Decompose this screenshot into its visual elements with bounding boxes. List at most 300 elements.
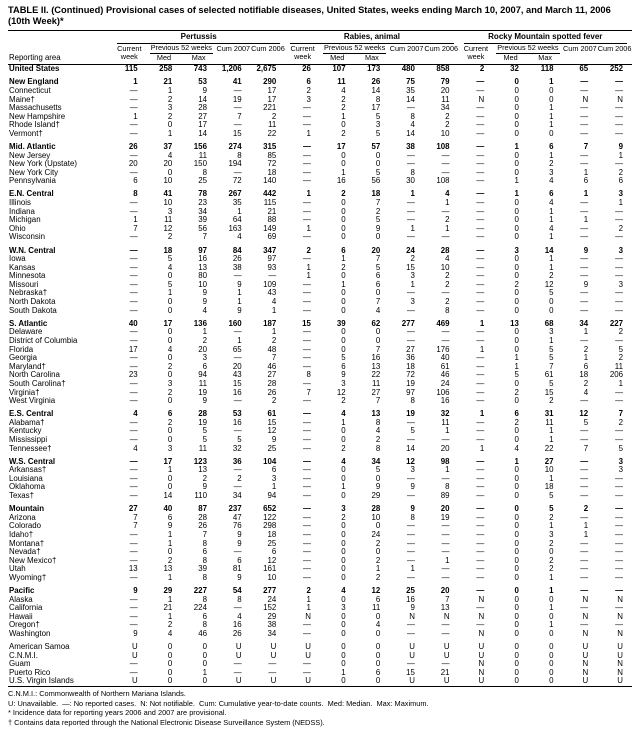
value-cell: N	[478, 595, 485, 604]
value-cell: 25	[267, 444, 277, 453]
value-cell: —	[441, 621, 450, 630]
value-cell: 0	[514, 199, 519, 208]
reporting-area-cell: Washington	[9, 629, 51, 638]
table-row	[8, 225, 632, 234]
value-cell: 6	[514, 410, 519, 419]
value-cell: 0	[514, 289, 519, 298]
value-cell: —	[580, 112, 589, 121]
value-cell: —	[476, 272, 485, 281]
value-cell: 0	[341, 298, 346, 307]
value-cell: 34	[371, 457, 381, 466]
footnote-line: * Incidence data for reporting years 2006 and 2007 are provisional.	[8, 708, 227, 718]
value-cell: 2	[445, 280, 450, 289]
value-cell: 14	[544, 246, 554, 255]
value-cell: 46	[198, 629, 207, 638]
value-cell: 2	[341, 129, 346, 138]
col-header-med: Med	[493, 54, 528, 65]
value-cell: 4	[167, 263, 173, 272]
value-cell: 1	[341, 668, 346, 677]
value-cell: 15	[232, 379, 242, 388]
value-cell: 0	[375, 612, 381, 621]
value-cell: 26	[232, 629, 242, 638]
value-cell: —	[129, 457, 138, 466]
reporting-area-cell: Maine†	[9, 95, 35, 104]
footnote-line: U: Unavailable. —: No reported cases. N: Not notifiable. Cum: Cumulative year-to-date counts. Med: Median. Max: Maximum.	[8, 698, 429, 708]
value-cell: 1,206	[221, 64, 242, 74]
value-cell: 4	[237, 612, 242, 621]
value-cell: —	[303, 427, 311, 436]
value-cell: 4	[133, 444, 138, 453]
reporting-area-cell: Rhode Island†	[9, 121, 60, 130]
value-cell: 53	[232, 410, 242, 419]
table-row	[8, 548, 632, 557]
value-cell: 14	[198, 129, 207, 138]
value-cell: 38	[267, 621, 277, 630]
value-cell: 1	[479, 345, 485, 354]
value-cell: —	[129, 233, 138, 242]
value-cell: 17	[198, 121, 207, 130]
value-cell: 24	[440, 379, 450, 388]
value-cell: 24	[267, 595, 277, 604]
value-cell: —	[615, 435, 623, 444]
value-cell: 115	[263, 199, 277, 208]
value-cell: 21	[267, 207, 277, 216]
reporting-area-cell: Oklahoma	[9, 483, 45, 492]
col-header-current-week: Current week	[285, 44, 320, 65]
value-cell: —	[129, 612, 138, 621]
reporting-area-cell: American Samoa	[9, 643, 70, 652]
value-cell: N	[617, 629, 623, 638]
value-cell: 84	[232, 246, 242, 255]
value-cell: 3	[202, 354, 207, 363]
value-cell: 290	[263, 78, 277, 87]
value-cell: 1	[549, 474, 554, 483]
value-cell: —	[580, 548, 589, 557]
value-cell: —	[129, 483, 138, 492]
table-row	[8, 78, 632, 87]
value-cell: 15	[232, 129, 242, 138]
table-row	[8, 371, 632, 380]
value-cell: 6	[375, 272, 381, 281]
value-cell: 0	[549, 548, 554, 557]
value-cell: —	[441, 207, 450, 216]
value-cell: —	[615, 272, 623, 281]
value-cell: 25	[267, 539, 277, 548]
value-cell: 40	[163, 505, 173, 514]
value-cell: 0	[375, 233, 381, 242]
value-cell: 20	[163, 160, 173, 169]
value-cell: 0	[167, 121, 173, 130]
value-cell: 0	[514, 530, 519, 539]
value-cell: 5	[549, 354, 554, 363]
value-cell: 2	[271, 397, 277, 406]
value-cell: 480	[401, 64, 415, 74]
value-cell: 2	[445, 121, 450, 130]
value-cell: 0	[549, 129, 554, 138]
value-cell: 8	[410, 168, 415, 177]
value-cell: 1	[341, 418, 346, 427]
col-header-max: Max	[528, 54, 563, 65]
value-cell: 0	[167, 643, 173, 652]
value-cell: 39	[336, 319, 346, 328]
value-cell: 6	[341, 246, 346, 255]
value-cell: 7	[202, 530, 207, 539]
value-cell: 14	[163, 492, 173, 501]
value-cell: 106	[436, 388, 450, 397]
value-cell: 2	[167, 112, 173, 121]
value-cell: —	[303, 112, 311, 121]
value-cell: 0	[375, 336, 381, 345]
value-cell: —	[129, 548, 138, 557]
value-cell: N	[305, 612, 311, 621]
reporting-area-cell: Virginia†	[9, 388, 40, 397]
value-cell: —	[580, 263, 589, 272]
value-cell: 2	[445, 112, 450, 121]
value-cell: 79	[440, 78, 450, 87]
value-cell: 0	[549, 629, 554, 638]
value-cell: —	[441, 565, 450, 574]
reporting-area-cell: Maryland†	[9, 362, 46, 371]
value-cell: 7	[618, 410, 623, 419]
value-cell: —	[476, 151, 485, 160]
value-cell: U	[305, 677, 311, 686]
table-row	[8, 96, 632, 105]
value-cell: 110	[194, 492, 207, 501]
value-cell: —	[476, 492, 485, 501]
table-header	[8, 30, 632, 64]
value-cell: —	[303, 151, 311, 160]
value-cell: —	[580, 121, 589, 130]
value-cell: 0	[341, 530, 346, 539]
value-cell: —	[580, 78, 589, 87]
value-cell: —	[580, 573, 589, 582]
value-cell: 65	[232, 345, 242, 354]
value-cell: 3	[341, 604, 346, 613]
value-cell: —	[615, 483, 623, 492]
value-cell: 18	[267, 168, 277, 177]
value-cell: —	[129, 199, 138, 208]
value-cell: 0	[514, 651, 519, 660]
value-cell: —	[615, 233, 623, 242]
value-cell: 2	[514, 418, 519, 427]
value-cell: —	[303, 410, 311, 419]
footnote-line: C.N.M.I.: Commonwealth of Northern Mariana Islands.	[8, 689, 186, 699]
value-cell: —	[476, 190, 485, 199]
value-cell: —	[476, 539, 485, 548]
value-cell: 1	[410, 565, 415, 574]
value-cell: 9	[202, 298, 207, 307]
value-cell: 0	[167, 668, 173, 677]
value-cell: 61	[544, 371, 554, 380]
value-cell: 104	[263, 457, 277, 466]
value-cell: 0	[341, 435, 346, 444]
value-cell: 1	[237, 207, 242, 216]
value-cell: —	[441, 289, 450, 298]
value-cell: 0	[341, 629, 346, 638]
value-cell: 5	[549, 505, 554, 514]
value-cell: —	[129, 95, 138, 104]
value-cell: 0	[167, 483, 173, 492]
table-row	[8, 247, 632, 256]
value-cell: —	[407, 216, 415, 225]
value-cell: 0	[341, 474, 346, 483]
value-cell: 65	[579, 64, 589, 74]
value-cell: 2	[445, 272, 450, 281]
value-cell: N	[617, 95, 623, 104]
value-cell: 57	[371, 142, 381, 151]
value-cell: 7	[375, 199, 381, 208]
value-cell: 3	[549, 168, 554, 177]
value-cell: 0	[341, 548, 346, 557]
value-cell: 0	[514, 263, 519, 272]
value-cell: 7	[237, 112, 242, 121]
value-cell: —	[441, 539, 450, 548]
value-cell: 40	[128, 319, 138, 328]
reporting-area-cell: Kentucky	[9, 427, 42, 436]
value-cell: 69	[267, 233, 277, 242]
value-cell: U	[409, 651, 415, 660]
value-cell: 1	[306, 190, 311, 199]
value-cell: 25	[198, 177, 207, 186]
value-cell: 0	[514, 104, 519, 113]
reporting-area-cell: United States	[9, 64, 60, 74]
value-cell: 32	[510, 64, 519, 74]
value-cell: U	[443, 643, 450, 652]
value-cell: 152	[263, 604, 277, 613]
value-cell: —	[303, 216, 311, 225]
value-cell: 10	[163, 177, 173, 186]
table-row	[8, 531, 632, 540]
value-cell: 3	[618, 466, 623, 475]
value-cell: 0	[167, 336, 173, 345]
value-cell: —	[303, 565, 311, 574]
table-row	[8, 190, 632, 199]
value-cell: 0	[514, 565, 519, 574]
value-cell: —	[407, 474, 415, 483]
value-cell: 13	[440, 604, 450, 613]
value-cell: 0	[167, 677, 173, 686]
value-cell: —	[476, 379, 485, 388]
value-cell: 20	[198, 345, 207, 354]
value-cell: —	[129, 121, 138, 130]
value-cell: 1	[445, 224, 450, 233]
value-cell: —	[476, 142, 485, 151]
value-cell: 469	[436, 319, 450, 328]
table-row	[8, 397, 632, 406]
value-cell: —	[129, 362, 138, 371]
value-cell: 9	[133, 586, 138, 595]
value-cell: 6	[618, 177, 623, 186]
value-cell: 7	[549, 362, 554, 371]
value-cell: 2	[167, 233, 173, 242]
value-cell: 156	[193, 142, 207, 151]
value-cell: 5	[375, 168, 381, 177]
reporting-area-cell: New Hampshire	[9, 112, 66, 121]
value-cell: 2	[271, 336, 277, 345]
value-cell: 25	[406, 586, 415, 595]
table-title: TABLE II. (Continued) Provisional cases of selected notifiable diseases, United States, weeks ending March 10, 2007, and March 11, 2006 (10th Week)*	[8, 5, 611, 26]
table-row	[8, 565, 632, 574]
value-cell: 136	[193, 319, 207, 328]
value-cell: 5	[514, 371, 519, 380]
value-cell: 0	[341, 224, 346, 233]
value-cell: —	[476, 621, 485, 630]
value-cell: 0	[167, 306, 173, 315]
value-cell: 1	[237, 336, 242, 345]
value-cell: N	[582, 660, 589, 669]
value-cell: 7	[375, 345, 381, 354]
value-cell: 0	[549, 677, 554, 686]
value-cell: 2	[271, 112, 277, 121]
table-row	[8, 272, 632, 281]
value-cell: —	[407, 556, 415, 565]
footnote-line: † Contains data reported through the National Electronic Disease Surveillance System (NEDSS).	[8, 717, 325, 727]
value-cell: 10	[267, 573, 277, 582]
value-cell: 1	[341, 255, 346, 264]
value-cell: 1	[237, 298, 242, 307]
value-cell: —	[476, 112, 485, 121]
value-cell: 0	[341, 289, 346, 298]
value-cell: —	[233, 354, 242, 363]
reporting-area-cell: North Dakota	[9, 298, 56, 307]
value-cell: N	[582, 668, 589, 677]
value-cell: —	[303, 573, 311, 582]
value-cell: —	[303, 457, 311, 466]
value-cell: —	[129, 418, 138, 427]
table-row	[8, 121, 632, 130]
value-cell: —	[233, 483, 242, 492]
reporting-area-cell: New York City	[9, 168, 59, 177]
value-cell: 108	[436, 177, 450, 186]
previous-52-weeks-label: Previous 52 weeks	[496, 44, 559, 54]
value-cell: 12	[371, 586, 381, 595]
value-cell: 1	[375, 565, 381, 574]
previous-52-weeks-label: Previous 52 weeks	[150, 44, 213, 54]
value-cell: —	[129, 466, 138, 475]
value-cell: 5	[167, 255, 173, 264]
value-cell: —	[303, 660, 311, 669]
value-cell: —	[129, 354, 138, 363]
reporting-area-cell: Florida	[9, 345, 34, 354]
value-cell: N	[478, 668, 485, 677]
value-cell: —	[303, 435, 311, 444]
value-cell: —	[615, 78, 623, 87]
value-cell: 3	[618, 246, 623, 255]
reporting-area-cell: Arkansas†	[9, 466, 47, 475]
value-cell: 15	[406, 263, 415, 272]
value-cell: 6	[375, 595, 381, 604]
reporting-area-cell: Kansas	[9, 263, 36, 272]
table-row	[8, 233, 632, 242]
value-cell: 118	[540, 64, 554, 74]
value-cell: 1	[549, 78, 554, 87]
value-cell: 18	[406, 362, 415, 371]
value-cell: 11	[337, 78, 346, 87]
reporting-area-cell: New York (Upstate)	[9, 160, 77, 169]
value-cell: 0	[167, 298, 173, 307]
table-row	[8, 574, 632, 583]
value-cell: —	[615, 427, 623, 436]
value-cell: —	[615, 129, 623, 138]
value-cell: 1	[445, 556, 450, 565]
value-cell: 0	[341, 336, 346, 345]
value-cell: —	[441, 548, 450, 557]
value-cell: 5	[341, 354, 346, 363]
value-cell: —	[476, 328, 485, 337]
value-cell: 13	[371, 410, 381, 419]
value-cell: —	[303, 492, 311, 501]
value-cell: —	[580, 539, 589, 548]
value-cell: 2	[375, 435, 381, 444]
value-cell: 2	[618, 354, 623, 363]
value-cell: —	[303, 121, 311, 130]
value-cell: 6	[202, 612, 207, 621]
value-cell: 150	[193, 160, 207, 169]
value-cell: 252	[609, 64, 623, 74]
value-cell: 4	[341, 86, 346, 95]
value-cell: —	[233, 328, 242, 337]
value-cell: —	[580, 86, 589, 95]
value-cell: —	[580, 621, 589, 630]
value-cell: —	[407, 418, 415, 427]
value-cell: 4	[341, 457, 346, 466]
value-cell: —	[615, 397, 623, 406]
value-cell: 27	[267, 371, 277, 380]
reporting-area-cell: West Virginia	[9, 397, 56, 406]
value-cell: 3	[306, 95, 311, 104]
value-cell: N	[617, 612, 623, 621]
value-cell: 2	[167, 621, 173, 630]
value-cell: 122	[263, 513, 277, 522]
value-cell: U	[305, 651, 311, 660]
value-cell: 8	[202, 539, 207, 548]
value-cell: 22	[371, 371, 381, 380]
value-cell: 0	[341, 492, 346, 501]
value-cell: U	[443, 677, 450, 686]
reporting-area-cell: U.S. Virgin Islands	[9, 677, 74, 686]
value-cell: 0	[341, 466, 346, 475]
value-cell: —	[407, 328, 415, 337]
value-cell: 6	[549, 190, 554, 199]
reporting-area-cell: Louisiana	[9, 474, 43, 483]
footnotes	[8, 689, 632, 727]
value-cell: —	[615, 104, 623, 113]
reporting-area-cell: South Carolina†	[9, 379, 66, 388]
reporting-area-cell: W.S. Central	[9, 457, 56, 466]
value-cell: 1	[167, 86, 173, 95]
value-cell: —	[580, 435, 589, 444]
value-cell: 0	[514, 474, 519, 483]
value-cell: 8	[375, 444, 381, 453]
value-cell: 2	[445, 298, 450, 307]
value-cell: —	[476, 565, 485, 574]
value-cell: 6	[583, 362, 589, 371]
value-cell: 0	[341, 121, 346, 130]
value-cell: —	[233, 466, 242, 475]
value-cell: 1	[618, 379, 623, 388]
table-row	[8, 199, 632, 208]
value-cell: 3	[167, 444, 173, 453]
value-cell: —	[476, 418, 485, 427]
value-cell: 24	[371, 530, 381, 539]
value-cell: 81	[232, 565, 242, 574]
value-cell: —	[580, 289, 589, 298]
value-cell: 0	[341, 565, 346, 574]
value-cell: 72	[267, 160, 277, 169]
value-cell: —	[476, 388, 485, 397]
value-cell: 0	[514, 573, 519, 582]
value-cell: 4	[167, 151, 173, 160]
